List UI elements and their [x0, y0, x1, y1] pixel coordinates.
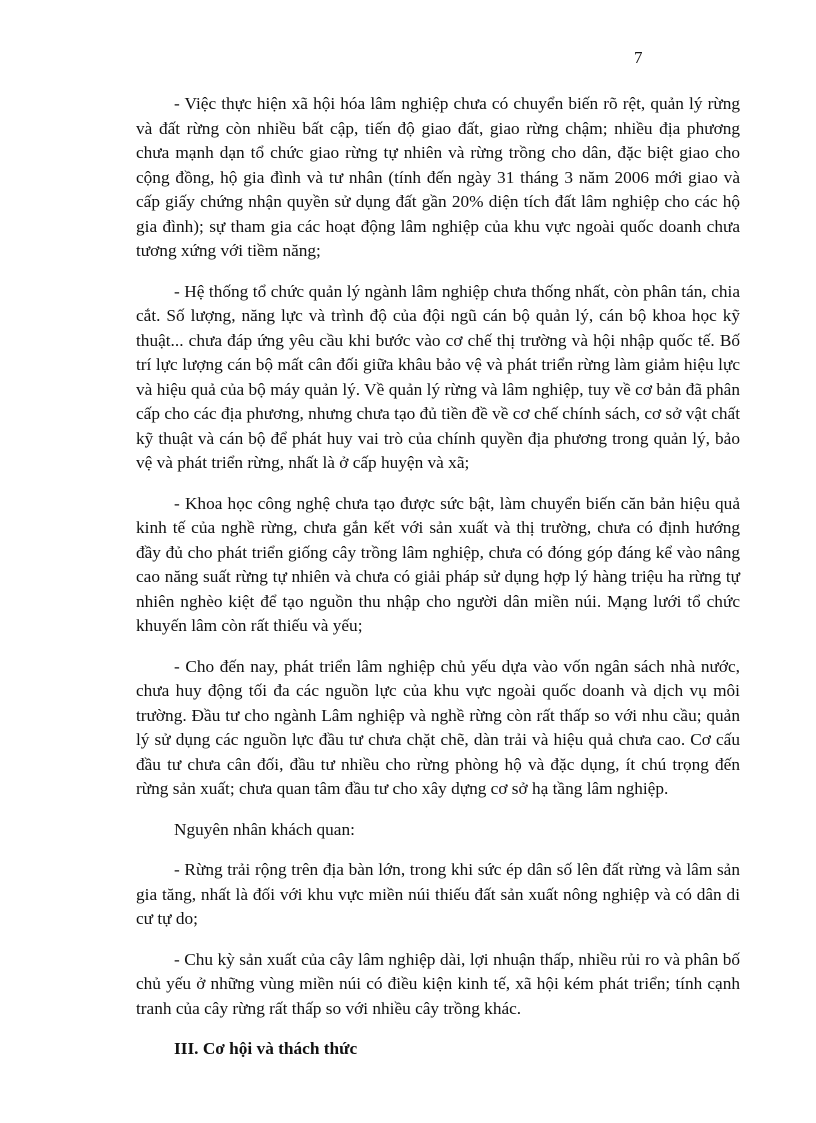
- paragraph-objective-causes-label: Nguyên nhân khách quan:: [174, 819, 355, 839]
- paragraph-socialization: - Việc thực hiện xã hội hóa lâm nghiệp chưa có chuyển biến rõ rệt, quản lý rừng và đất rừng còn nhiều bất cập, tiến độ giao đất, giao rừng chậm; nhiều địa phương chưa mạnh dạn tổ chức giao rừng tự nhiên và rừng trồng cho dân, đặc biệt giao cho cộng đồng, hộ gia đình và tư nhân (tính đến ngày 31 tháng 3 năm 2006 mới giao và cấp giấy chứng nhận quyền sử dụng đất gần 20% diện tích đất lâm nghiệp cho các hộ gia đình); sự tham gia các hoạt động lâm nghiệp của khu vực ngoài quốc doanh chưa tương xứng với tiềm năng;: [136, 94, 740, 260]
- page-number: 7: [634, 48, 643, 67]
- document-body: [136, 92, 740, 1062]
- paragraph-organization: - Hệ thống tổ chức quản lý ngành lâm nghiệp chưa thống nhất, còn phân tán, chia cắt. Số lượng, năng lực và trình độ của đội ngũ cán bộ quản lý, cán bộ khoa học kỹ thuật... chưa đáp ứng yêu cầu khi bước vào cơ chế thị trường và hội nhập quốc tế. Bố trí lực lượng cán bộ mất cân đối giữa khâu bảo vệ và phát triển rừng làm giảm hiệu lực và hiệu quả của bộ máy quản lý. Về quản lý rừng và lâm nghiệp, tuy về cơ bản đã phân cấp cho các địa phương, nhưng chưa tạo đủ tiền đề về cơ chế chính sách, cơ sở vật chất kỹ thuật và cán bộ để phát huy vai trò của chính quyền địa phương trong quản lý, bảo vệ và phát triển rừng, nhất là ở cấp huyện và xã;: [136, 281, 740, 472]
- paragraph-science-technology: - Khoa học công nghệ chưa tạo được sức bật, làm chuyển biến căn bản hiệu quả kinh tế của nghề rừng, chưa gắn kết với sản xuất và thị trường, chưa có định hướng đầy đủ cho phát triển giống cây trồng lâm nghiệp, chưa có đóng góp đáng kể vào nâng cao năng suất rừng tự nhiên và chưa có giải pháp sử dụng hợp lý hàng triệu ha rừng tự nhiên nghèo kiệt để tạo nguồn thu nhập cho người dân miền núi. Mạng lưới tổ chức khuyến lâm còn rất thiếu và yếu;: [136, 493, 740, 635]
- paragraph-production-cycle: - Chu kỳ sản xuất của cây lâm nghiệp dài, lợi nhuận thấp, nhiều rủi ro và phân bố chủ yếu ở những vùng miền núi có điều kiện kinh tế, xã hội kém phát triển; tính cạnh tranh của cây rừng rất thấp so với nhiều cây trồng khác.: [136, 949, 740, 1018]
- section-heading: III. Cơ hội và thách thức: [174, 1039, 358, 1058]
- paragraph-investment: - Cho đến nay, phát triển lâm nghiệp chủ yếu dựa vào vốn ngân sách nhà nước, chưa huy động tối đa các nguồn lực của khu vực ngoài quốc doanh và dịch vụ môi trường. Đầu tư cho ngành Lâm nghiệp và nghề rừng còn rất thấp so với nhu cầu; quản lý sử dụng các nguồn lực đầu tư chưa chặt chẽ, dàn trải và hiệu quả chưa cao. Cơ cấu đầu tư chưa cân đối, đầu tư nhiều cho rừng phòng hộ và đặc dụng, ít chú trọng đến rừng sản xuất; chưa quan tâm đầu tư cho xây dựng cơ sở hạ tầng lâm nghiệp.: [136, 656, 740, 798]
- paragraph-population-pressure: - Rừng trải rộng trên địa bàn lớn, trong khi sức ép dân số lên đất rừng và lâm sản gia tăng, nhất là đối với khu vực miền núi thiếu đất sản xuất nông nghiệp và có dân di cư tự do;: [136, 860, 740, 928]
